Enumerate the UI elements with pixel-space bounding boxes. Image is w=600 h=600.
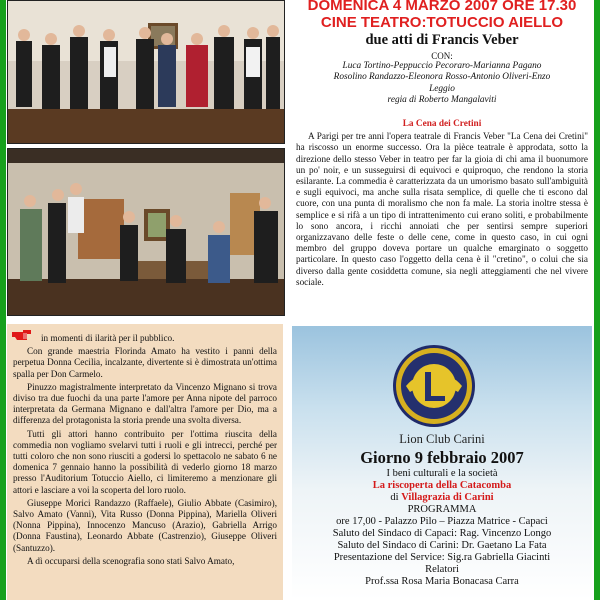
lions-headline: La riscoperta della Catacomba <box>372 480 512 491</box>
lions-program-text <box>292 468 592 588</box>
right-border-bar <box>594 0 600 600</box>
event-play-title: due atti di Francis Veber <box>365 32 519 48</box>
cast-photo-top <box>7 0 285 144</box>
left-paragraph: in momenti di ilarità per il pubblico. <box>41 333 175 343</box>
left-paragraph: A dì occuparsi della scenografia sono stati Salvo Amato, <box>27 555 235 566</box>
lions-club-box <box>292 326 592 600</box>
left-paragraph: Pinuzzo magistralmente interpretato da Vincenzo Mignano si trova diviso tra due fuochi da una parte l'amore per Anna nipote del parroco interpretata da Germana Mignano e dall'altra l'amore per Dio, ma a differenza del protagonista la storia prende una svolta diversa. <box>13 381 277 426</box>
cast-label: CON: <box>431 51 453 61</box>
left-paragraph: Tutti gli attori hanno contribuito per l'ottima riuscita della commedia non vogliamo svelarvi tutti i ruoli e gli intrecci, perché per tutti coloro che non sono riusciti a godersi lo spettacolo ne sabato 6 ne domenica 7 gennaio hanno la possibilità di vederlo giorno 18 marzo presso l'Auditorium Totuccio Aiello, ci limiteremo a menzionare gli attori e lasciare a voi la scoperta del loro ruolo. <box>13 428 277 495</box>
article-subtitle: La Cena dei Cretini <box>402 119 482 130</box>
lions-location-prefix: di <box>390 492 402 503</box>
left-paragraph: Con grande maestria Florinda Amato ha vestito i panni della perpetua Donna Cecilia, incalzante, divertente si è dimostrata un'ottima spalla per Don Carmelo. <box>13 346 277 379</box>
program-item: ore 17,00 - Palazzo Pilo – Piazza Matrice - Capaci <box>336 516 548 527</box>
scene-photo-bottom <box>7 148 285 316</box>
cast-line: Rosolino Randazzo-Eleonora Rosso-Antonio Oliveri-Enzo <box>333 72 551 83</box>
program-item: Saluto del Sindaco di Carini: Dr. Gaetano La Fata <box>337 540 547 551</box>
lions-event-date: Giorno 9 febbraio 2007 <box>360 448 524 467</box>
lions-location: Villagrazia di Carini <box>401 492 494 503</box>
article-paragraph: A Parigi per tre anni l'opera teatrale di Francis Veber "La Cena dei Cretini" ha riscosso un enorme successo. Ora la pièce teatrale è approdata, sotto la direzione dello stesso Veber in teatro per far la gioia di chi ama il buonumore un po' noir, e un susseguirsi di equivoci e quiproquo, che rendono la storia esilarante. La commedia è caratterizzata da un umorismo basato sull'ambiguità e sugli equivoci, ma anche sulla risata semplice, di quelle che ti escono dal cuore, con una punta di moralismo che non fa male. La storia inoltre stessa è semplice e si rifà a un tipo di intrattenimento cui erano soliti, e probabilmente lo sono ancora, i ricchi annoiati che per sentirsi sempre superiori organizzavano delle feste o delle cene, come in questo caso, in cui ogni membro del gruppo doveva portare un qualche emarginato o soggetto particolare. In questo caso l'oggetto della cena è il "cretino", o colui che sia diverso dalla gente cosiddetta comune, sia negli atteggiamenti che nel vivere sociale. <box>296 131 588 287</box>
program-item: Presentazione del Service: Sig.ra Gabriella Giacinti <box>333 552 551 563</box>
director-line: regia di Roberto Mangalaviti <box>387 94 497 105</box>
pointing-hand-icon <box>11 328 33 342</box>
cast-line: Luca Tortino-Peppuccio Pecoraro-Marianna Pagano <box>342 61 542 71</box>
lions-club-name: Lion Club Carini <box>399 432 485 446</box>
event-date-time: DOMENICA 4 MARZO 2007 ORE 17.30 <box>307 0 577 14</box>
lions-topic: I beni culturali e la società <box>386 468 498 479</box>
program-item: Saluto del Sindaco di Capaci: Rag. Vincenzo Longo <box>332 528 552 539</box>
article-body <box>296 131 588 288</box>
left-border-bar <box>0 0 6 600</box>
lions-location-line <box>292 492 592 504</box>
left-paragraph: Giuseppe Morici Randazzo (Raffaele), Giulio Abbate (Casimiro), Salvo Amato (Vanni), Vita Russo (Donna Pippina), Mariella Oliveri (Nonna Pippina), Innocenzo Mancuso (Arazio), Gabriella Arrigo (Donna Faustina), Leonardo Abbate (Castrenzio), Giuseppe Oliveri (Santuzzo). <box>13 497 277 553</box>
program-item: Relatori <box>425 564 459 575</box>
program-item: Prof.ssa Rosa Maria Bonacasa Carra <box>365 576 519 587</box>
left-article-column <box>7 324 283 600</box>
event-venue: CINE TEATRO:TOTUCCIO AIELLO <box>320 14 564 31</box>
lions-club-logo <box>392 344 476 428</box>
right-column <box>292 0 592 600</box>
cast-line: Leggio <box>429 83 455 94</box>
program-title: PROGRAMMA <box>407 504 477 515</box>
